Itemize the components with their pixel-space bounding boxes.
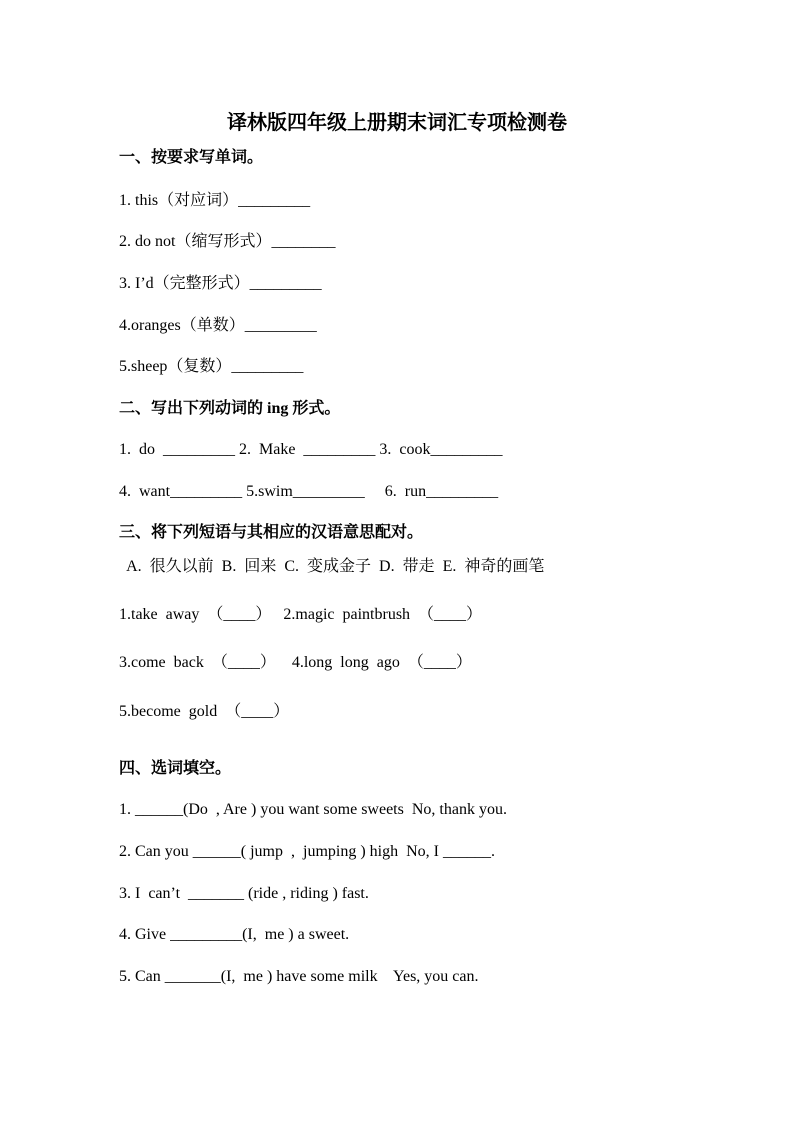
section-1-item-1: 1. this（对应词）_________: [119, 192, 311, 209]
section-1-item-4: 4.oranges（单数）_________: [119, 317, 317, 334]
section-4-item-2: 2. Can you ______( jump , jumping ) high No, I ______.: [119, 843, 495, 860]
section-2-heading: 二、写出下列动词的 ing 形式。: [119, 400, 341, 417]
section-3-heading: 三、将下列短语与其相应的汉语意思配对。: [119, 524, 424, 541]
section-3-item-1: 1.take away （____） 2.magic paintbrush （____）: [119, 606, 483, 623]
section-4-item-5: 5. Can _______(I, me ) have some milk Yes, you can.: [119, 968, 479, 985]
section-2-item-2: 4. want_________ 5.swim_________ 6. run_________: [119, 483, 499, 500]
section-4-heading: 四、选词填空。: [119, 760, 232, 777]
section-3-item-2: 3.come back （____） 4.long long ago （____）: [119, 654, 472, 671]
section-1-item-5: 5.sheep（复数）_________: [119, 358, 304, 375]
section-4-item-3: 3. I can’t _______ (ride , riding ) fast.: [119, 885, 369, 902]
page-title: 译林版四年级上册期末词汇专项检测卷: [227, 110, 567, 134]
section-1-item-3: 3. I’d（完整形式）_________: [119, 275, 322, 292]
section-4-item-4: 4. Give _________(I, me ) a sweet.: [119, 926, 350, 943]
section-2-item-1: 1. do _________ 2. Make _________ 3. cook_________: [119, 441, 503, 458]
section-1-item-2: 2. do not（缩写形式）________: [119, 233, 336, 250]
section-1-heading: 一、按要求写单词。: [119, 149, 264, 166]
section-3-item-3: 5.become gold （____）: [119, 703, 290, 720]
section-4-item-1: 1. ______(Do , Are ) you want some sweets No, thank you.: [119, 801, 507, 818]
section-3-options: A. 很久以前 B. 回来 C. 变成金子 D. 带走 E. 神奇的画笔: [119, 558, 545, 575]
